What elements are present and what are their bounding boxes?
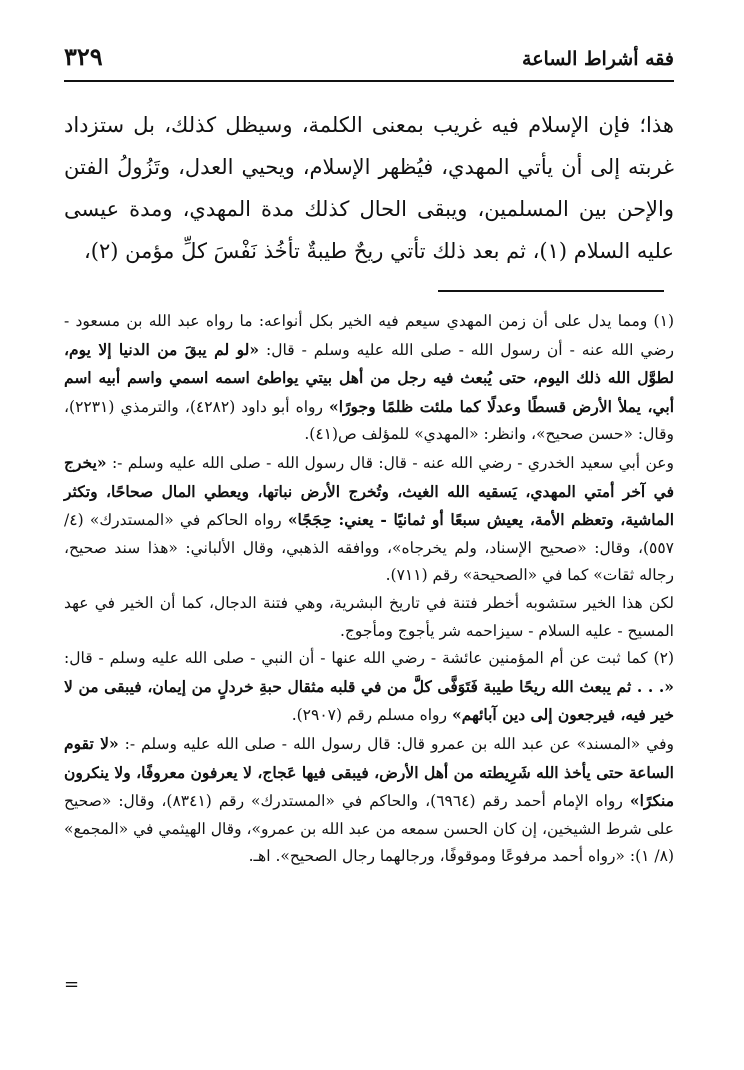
page-header (64, 40, 674, 82)
footnote-text: (١) ومما يدل على أن زمن المهدي سيعم فيه الخير بكل أنواعه: ما رواه عبد الله بن مسعود - رضي الله عنه - أن رسول الله - صلى الله عليه وسلم - قال: (64, 312, 674, 359)
main-paragraph: هذا؛ فإن الإسلام فيه غريب بمعنى الكلمة، وسيظل كذلك، بل ستزداد غربته إلى أن يأتي المهدي، فيُظهر الإسلام، ويحيي العدل، وتَزُولُ الفتن والإحن بين المسلمين، ويبقى الحال كذلك مدة المهدي، ومدة عيسى عليه السلام (١)، ثم بعد ذلك تأتي ريحٌ طيبةٌ تأخُذ نَفْسَ كلِّ مؤمن (٢)، (64, 113, 674, 263)
footnote-text: رواه أبو داود (٤٢٨٢)، والترمذي (٢٢٣١)، وقال: «حسن صحيح»، وانظر: «المهدي» للمؤلف ص(٤١). (64, 397, 674, 444)
footnote-separator (438, 290, 664, 292)
page-number: ٣٢٩ (64, 42, 103, 71)
footnote-1-paragraph-2 (64, 449, 674, 590)
continuation-mark: = (64, 974, 80, 995)
footnote-text: وفي «المسند» عن عبد الله بن عمرو قال: قال رسول الله - صلى الله عليه وسلم -: (124, 734, 674, 753)
hadith-quote: «لو لم يبقَ من الدنيا إلا يوم، لطوَّل الله ذلك اليوم، حتى يُبعث فيه رجل من أهل بيتي يواطئ اسمه اسمي واسم أبيه اسم أبي، يملأ الأرض قسطًا وعدلًا كما ملئت ظلمًا وجورًا» (64, 339, 675, 416)
footnotes (64, 308, 674, 871)
hadith-quote: «يخرج في آخر أمتي المهدي، يَسقيه الله الغيث، وتُخرج الأرض نباتها، ويعطي المال صحاحًا، وتكثر الماشية، وتعظم الأمة، يعيش سبعًا أو ثمانيًا - يعني: حِجَجًا» (64, 452, 675, 530)
hadith-quote: «. . . ثم يبعث الله ريحًا طيبة فَتَوَفَّى كلَّ من في قلبه مثقال حبةِ خردلٍ من إيمان، فيبقى من لا خير فيه، فيرجعون إلى دين آبائهم» (64, 676, 674, 725)
footnote-text: رواه الإمام أحمد رقم (٦٩٦٤)، والحاكم في «المستدرك» رقم (٨٣٤١)، وقال: «صحيح على شرط الشيخين، إن كان الحسن سمعه من عبد الله بن عمرو»، وقال الهيثمي في «المجمع» (٨/ ١): «رواه أحمد مرفوعًا وموقوفًا، ورجالهما رجال الصحيح». اهـ. (64, 792, 674, 866)
footnote-1-paragraph-1 (64, 308, 674, 449)
footnote-text: (٢) كما ثبت عن أم المؤمنين عائشة - رضي الله عنها - أن النبي - صلى الله عليه وسلم - قال: (64, 649, 674, 668)
footnote-2-paragraph-2 (64, 730, 674, 871)
footnote-text: رواه الحاكم في «المستدرك» (٤/ ٥٥٧)، وقال: «صحيح الإسناد، ولم يخرجاه»، ووافقه الذهبي، وقال الألباني: «هذا سند صحيح، رجاله ثقات» كما في «الصحيحة» رقم (٧١١). (64, 511, 674, 585)
main-text (64, 104, 674, 272)
hadith-quote: «لا تقوم الساعة حتى يأخذ الله شَرِيطته من أهل الأرض، فيبقى فيها عَجاج، لا يعرفون معروفًا، ولا ينكرون منكرًا» (64, 733, 674, 811)
footnote-2-paragraph-1 (64, 645, 674, 730)
footnote-text: رواه مسلم رقم (٢٩٠٧). (291, 706, 447, 725)
footnote-1-paragraph-3: لكن هذا الخير ستشوبه أخطر فتنة في تاريخ البشرية، وهي فتنة الدجال، كما أن الخير في عهد المسيح - عليه السلام - سيزاحمه شر يأجوج ومأجوج. (64, 593, 674, 640)
running-title: فقه أشراط الساعة (522, 48, 674, 70)
footnote-text: وعن أبي سعيد الخدري - رضي الله عنه - قال: قال رسول الله - صلى الله عليه وسلم -: (111, 453, 674, 472)
